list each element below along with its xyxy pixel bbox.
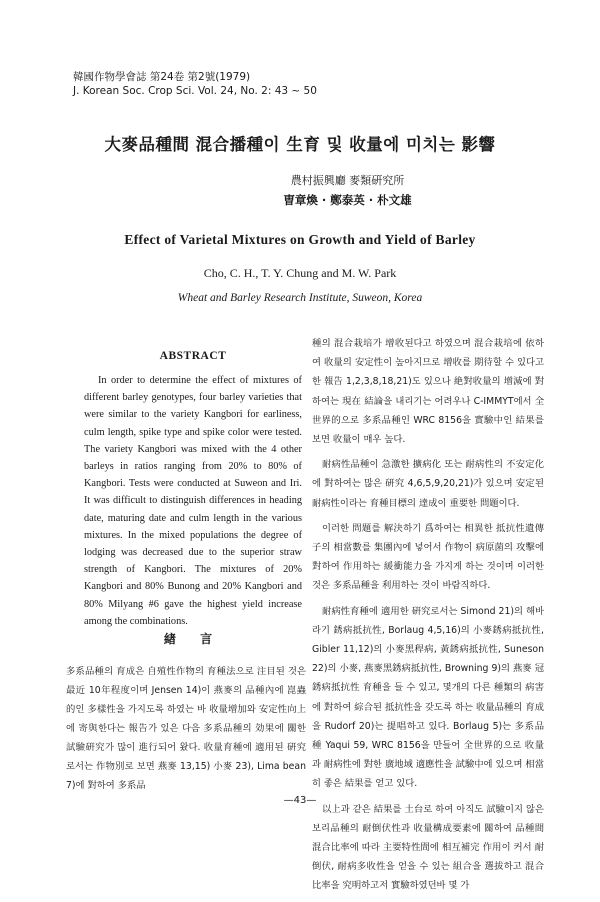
page-number: —43— (283, 795, 317, 806)
intro-heading: 緖 言 (163, 632, 223, 646)
paragraph: 以上과 같은 結果를 土台로 하여 아직도 試驗이지 않은 보리品種의 耐倒伏性과 收量構成要素에 關하여 品種間 混合比率에 따라 主要特性間에 相互補完 作用이 커서 耐倒伏, 耐病多收性을 얻을 수 있는 組合을 選拔하고 混合比率을 究明하고저 實驗하였던바 몇 가 (312, 803, 544, 892)
right-column (312, 334, 544, 902)
abstract-heading: ABSTRACT (159, 350, 227, 362)
title-english: Effect of Varietal Mixtures on Growth and Yield of Barley (124, 232, 476, 247)
intro-body: 多系品種의 育成은 自殖性作物의 育種法으로 注目된 것은 最近 10年程度이며 Jensen 14)이 燕麥의 品種內에 崑蟲的인 多樣性을 가지도록 하였는 바 收量增加와 安定性向上에 寄與한다는 報告가 있은 다음 多系品種의 効果에 關한 試驗硏究가 많이 進行되어 왔다. 收量育種에 適用된 硏究로서는 作物別로 보면 燕麥 13,15) 小麥 23), Lima bean 7)에 對하여 多系品 (66, 666, 306, 791)
authors-english: Cho, C. H., T. Y. Chung and M. W. Park (203, 266, 397, 280)
paragraph: 種의 混合栽培가 增收된다고 하였으며 混合栽培에 依하여 收量의 安定性이 높아지므로 增收를 期待할 수 있다고 한 報告 1,2,3,8,18,21)도 있으나 絶對收量의 增減에 對하여는 現在 結論을 내리기는 어려우나 C-IMMYT에서 全世界的으로 多系品種인 WRC 8156을 實驗中인 結果를 보면 收量이 매우 높다. (312, 338, 544, 446)
paragraph: 耐病性品種이 急激한 擴病化 또는 耐病性의 不安定化에 對하여는 많은 硏究 4,6,5,9,20,21)가 있으며 安定된 耐病性이라는 育種目標의 達成이 重要한 問題이다. (312, 459, 544, 509)
affiliation-korean: 農村振興廳 麥類硏究所 (290, 174, 405, 187)
institute-english: Wheat and Barley Research Institute, Suweon, Korea (177, 292, 423, 304)
journal-header (73, 70, 317, 98)
authors-korean: 曺章煥 · 鄭泰英 · 朴文雄 (283, 193, 412, 207)
paragraph: 耐病性育種에 適用한 硏究로서는 Simond 21)의 해바라기 銹病抵抗性, Borlaug 4,5,16)의 小麥銹病抵抗性, Gibler 11,12)의 小麥黑稈病, 黃銹病抵抗性, Suneson 22)의 小麥, 燕麥黑銹病抵抗性, Browning 9)의 燕麥 冠銹病抵抗性 育種을 들 수 있고, 몇개의 다른 種類의 病害에 對하여 綜合된 抵抗性을 갖도록 하는 收量品種의 育成을 Rudorf 20)는 提唱하고 있다. Borlaug 5)는 多系品種 Yaqui 59, WRC 8156을 만들어 全世界的으로 收量과 耐病性에 對한 廣地域 適應性을 試驗中에 있으며 相當히 좋은 結果를 얻고 있다. (312, 605, 544, 790)
paragraph: 이러한 問題를 解決하기 爲하여는 相異한 抵抗性遺傳子의 相當數를 集團內에 넣어서 作物이 病原菌의 攻擊에 對하여 作用하는 緩衝能力을 가지게 하는 것이며 이러한 것은 多系品種을 利用하는 것이 바람직하다. (312, 522, 544, 592)
title-korean: 大麥品種間 混合播種이 生育 및 收量에 미치는 影響 (104, 135, 496, 154)
journal-line-english: J. Korean Soc. Crop Sci. Vol. 24, No. 2: 43 ~ 50 (73, 85, 317, 97)
abstract-section (84, 350, 302, 630)
journal-line-korean: 韓國作物學會誌 第24卷 第2號(1979) (73, 71, 251, 83)
abstract-body: In order to determine the effect of mixtures of different barley genotypes, four barley varieties that were similar to the variety Kangbori for earliness, culm length, spike type and spike color were tested. The variety Kangbori was mixed with the 4 other barleys in ratios ranging from 20% to 80% of Kangbori. Tests were conducted at Suweon and Iri. It was difficult to distinguish differences in heading date, maturing date and culm length in the various mixtures. In the mixed populations the degree of lodging was decreased due to the superior straw strength of Kangbori. The mixtures of 20% Kangbori and 80% Bunong and 20% Kangbori and 80% Milyang #6 gave the highest yield increase among the combinations. (84, 375, 302, 627)
